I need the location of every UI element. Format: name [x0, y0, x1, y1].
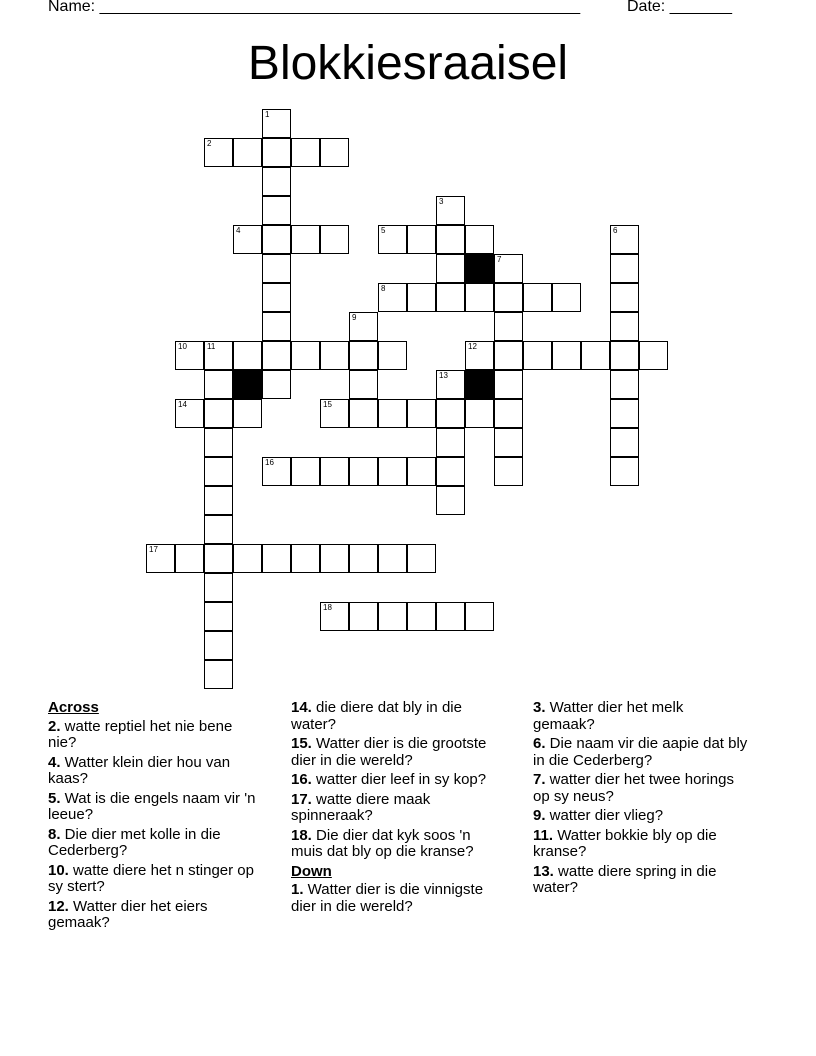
clue-number-label: 14.	[291, 699, 312, 716]
grid-cell[interactable]	[610, 225, 639, 254]
clue-column-2	[291, 700, 506, 918]
grid-cell[interactable]	[204, 602, 233, 631]
grid-cell[interactable]	[349, 341, 378, 370]
grid-cell[interactable]	[552, 283, 581, 312]
clue-text: Watter bokkie bly op die kranse?	[533, 826, 717, 860]
grid-cell[interactable]	[320, 544, 349, 573]
across-clue	[48, 899, 263, 932]
grid-cell[interactable]	[233, 225, 262, 254]
grid-cell[interactable]	[291, 457, 320, 486]
grid-cell[interactable]	[291, 544, 320, 573]
down-clue	[533, 828, 748, 861]
grid-cell[interactable]	[175, 341, 204, 370]
grid-cell[interactable]	[436, 486, 465, 515]
clue-number: 3	[439, 197, 444, 206]
grid-cell[interactable]	[639, 341, 668, 370]
clue-text: Watter klein dier hou van kaas?	[48, 753, 231, 787]
grid-cell[interactable]	[378, 225, 407, 254]
clue-text: Watter dier is die grootste dier in die wereld?	[291, 735, 487, 769]
down-clue	[533, 772, 748, 805]
clue-number: 17	[149, 545, 158, 554]
grid-cell[interactable]	[378, 457, 407, 486]
name-field-label[interactable]: Name: ______________________________________________________	[48, 0, 581, 15]
clue-number-label: 16.	[291, 771, 312, 788]
grid-cell[interactable]	[494, 283, 523, 312]
grid-cell[interactable]	[262, 341, 291, 370]
grid-cell[interactable]	[262, 196, 291, 225]
clue-number-label: 4.	[48, 753, 61, 771]
clue-text: watter dier leef in sy kop?	[311, 771, 487, 788]
grid-cell[interactable]	[291, 341, 320, 370]
grid-cell[interactable]	[523, 341, 552, 370]
grid-cell[interactable]	[262, 283, 291, 312]
grid-cell[interactable]	[233, 544, 262, 573]
clue-text: Die dier met kolle in die Cederberg?	[48, 825, 221, 859]
grid-cell[interactable]	[262, 457, 291, 486]
grid-cell[interactable]	[320, 602, 349, 631]
across-clue	[291, 792, 506, 825]
grid-cell[interactable]	[610, 370, 639, 399]
grid-cell[interactable]	[407, 283, 436, 312]
grid-cell[interactable]	[610, 457, 639, 486]
across-clue	[48, 755, 263, 788]
grid-cell[interactable]	[175, 399, 204, 428]
grid-cell[interactable]	[204, 544, 233, 573]
clue-column-1	[48, 700, 263, 935]
grid-cell[interactable]	[610, 399, 639, 428]
across-clue	[291, 700, 506, 733]
clue-number: 11	[207, 342, 216, 351]
grid-cell[interactable]	[175, 544, 204, 573]
grid-cell[interactable]	[204, 486, 233, 515]
grid-cell[interactable]	[204, 573, 233, 602]
clue-text: watte reptiel het nie bene nie?	[48, 717, 233, 751]
grid-cell[interactable]	[146, 544, 175, 573]
grid-cell[interactable]	[204, 631, 233, 660]
grid-cell[interactable]	[407, 602, 436, 631]
clue-number: 15	[323, 400, 332, 409]
grid-cell[interactable]	[262, 254, 291, 283]
down-clue	[533, 864, 748, 897]
grid-cell[interactable]	[378, 341, 407, 370]
grid-cell[interactable]	[349, 544, 378, 573]
clue-number-label: 18.	[291, 826, 312, 844]
grid-cell[interactable]	[552, 341, 581, 370]
across-clue	[48, 791, 263, 824]
clue-number-label: 6.	[533, 735, 546, 752]
grid-cell[interactable]	[320, 457, 349, 486]
clue-number-label: 8.	[48, 825, 61, 843]
clue-number: 13	[439, 371, 448, 380]
across-clue	[48, 863, 263, 896]
grid-cell[interactable]	[378, 399, 407, 428]
grid-cell[interactable]	[378, 544, 407, 573]
clue-number-label: 2.	[48, 717, 61, 735]
clue-number: 10	[178, 342, 187, 351]
grid-cell[interactable]	[262, 225, 291, 254]
grid-cell[interactable]	[204, 138, 233, 167]
grid-cell[interactable]	[349, 602, 378, 631]
grid-cell[interactable]	[204, 341, 233, 370]
grid-cell[interactable]	[436, 254, 465, 283]
clue-number-label: 3.	[533, 699, 546, 716]
grid-cell[interactable]	[407, 457, 436, 486]
grid-cell[interactable]	[494, 312, 523, 341]
grid-cell[interactable]	[465, 225, 494, 254]
grid-cell[interactable]	[262, 312, 291, 341]
grid-cell[interactable]	[204, 457, 233, 486]
clue-number: 9	[352, 313, 357, 322]
grid-cell[interactable]	[465, 399, 494, 428]
across-clue	[48, 719, 263, 752]
grid-cell[interactable]	[320, 399, 349, 428]
grid-cell[interactable]	[436, 370, 465, 399]
clue-text: Watter dier het eiers gemaak?	[48, 897, 208, 931]
black-cell	[233, 370, 262, 399]
black-cell	[465, 370, 494, 399]
clue-number: 16	[265, 458, 274, 467]
grid-cell[interactable]	[465, 602, 494, 631]
clue-number-label: 12.	[48, 897, 69, 915]
across-clue	[291, 828, 506, 861]
across-clue	[291, 772, 506, 789]
grid-cell[interactable]	[436, 602, 465, 631]
down-clue	[291, 882, 506, 915]
across-clue	[291, 736, 506, 769]
clue-text: watte diere spring in die water?	[533, 862, 717, 896]
down-clue	[533, 736, 748, 769]
clue-number: 12	[468, 342, 477, 351]
grid-cell[interactable]	[523, 283, 552, 312]
grid-cell[interactable]	[494, 399, 523, 428]
grid-cell[interactable]	[436, 196, 465, 225]
clue-number-label: 10.	[48, 861, 69, 879]
grid-cell[interactable]	[320, 225, 349, 254]
grid-cell[interactable]	[436, 457, 465, 486]
grid-cell[interactable]	[291, 138, 320, 167]
grid-cell[interactable]	[610, 341, 639, 370]
grid-cell[interactable]	[262, 370, 291, 399]
clue-number: 18	[323, 603, 332, 612]
grid-cell[interactable]	[407, 399, 436, 428]
grid-cell[interactable]	[494, 370, 523, 399]
grid-cell[interactable]	[204, 370, 233, 399]
grid-cell[interactable]	[465, 283, 494, 312]
grid-cell[interactable]	[494, 341, 523, 370]
clue-number-label: 15.	[291, 735, 312, 752]
grid-cell[interactable]	[407, 225, 436, 254]
clue-number-label: 13.	[533, 862, 554, 880]
clue-number-label: 1.	[291, 881, 304, 898]
clue-text: Die naam vir die aapie dat bly in die Cederberg?	[533, 735, 748, 769]
clue-number-label: 17.	[291, 790, 312, 808]
grid-cell[interactable]	[320, 341, 349, 370]
down-clue	[533, 808, 748, 825]
grid-cell[interactable]	[233, 138, 262, 167]
clue-number: 8	[381, 284, 386, 293]
puzzle-title: Blokkiesraaisel	[247, 37, 569, 90]
grid-cell[interactable]	[407, 544, 436, 573]
grid-cell[interactable]	[204, 515, 233, 544]
grid-cell[interactable]	[349, 370, 378, 399]
grid-cell[interactable]	[436, 225, 465, 254]
clue-number: 7	[497, 255, 502, 264]
date-field-label[interactable]: Date: _______	[627, 0, 732, 15]
grid-cell[interactable]	[349, 457, 378, 486]
grid-cell[interactable]	[262, 109, 291, 138]
clue-text: die diere dat bly in die water?	[291, 699, 462, 733]
clue-number: 6	[613, 226, 618, 235]
down-clue	[533, 700, 748, 733]
grid-cell[interactable]	[262, 167, 291, 196]
grid-cell[interactable]	[436, 428, 465, 457]
grid-cell[interactable]	[204, 660, 233, 689]
clue-text: watte diere maak spinneraak?	[291, 790, 431, 824]
grid-cell[interactable]	[320, 138, 349, 167]
grid-cell[interactable]	[349, 399, 378, 428]
clue-text: Watter dier is die vinnigste dier in die wereld?	[291, 881, 484, 915]
grid-cell[interactable]	[581, 341, 610, 370]
clue-number: 2	[207, 139, 212, 148]
grid-cell[interactable]	[262, 138, 291, 167]
grid-cell[interactable]	[494, 457, 523, 486]
across-heading: Across	[48, 699, 99, 716]
grid-cell[interactable]	[610, 312, 639, 341]
clue-number: 14	[178, 400, 187, 409]
across-clue	[48, 827, 263, 860]
clue-number-label: 9.	[533, 807, 546, 824]
clue-number-label: 5.	[48, 789, 61, 807]
down-heading: Down	[291, 862, 332, 880]
grid-cell[interactable]	[436, 283, 465, 312]
grid-cell[interactable]	[204, 399, 233, 428]
clue-number: 1	[265, 110, 270, 119]
clue-text: watter dier het twee horings op sy neus?	[533, 771, 734, 805]
grid-cell[interactable]	[378, 602, 407, 631]
grid-cell[interactable]	[233, 341, 262, 370]
clue-text: Die dier dat kyk soos 'n muis dat bly op die kranse?	[291, 826, 474, 860]
clue-number: 5	[381, 226, 386, 235]
clue-text: watte diere het n stinger op sy stert?	[48, 861, 254, 895]
grid-cell[interactable]	[610, 428, 639, 457]
grid-cell[interactable]	[233, 399, 262, 428]
grid-cell[interactable]	[378, 283, 407, 312]
grid-cell[interactable]	[610, 283, 639, 312]
black-cell	[465, 254, 494, 283]
clue-number-label: 11.	[533, 826, 554, 844]
grid-cell[interactable]	[610, 254, 639, 283]
clue-number: 4	[236, 226, 241, 235]
clue-text: watter dier vlieg?	[545, 807, 664, 824]
grid-cell[interactable]	[436, 399, 465, 428]
grid-cell[interactable]	[262, 544, 291, 573]
grid-cell[interactable]	[465, 341, 494, 370]
grid-cell[interactable]	[349, 312, 378, 341]
grid-cell[interactable]	[494, 254, 523, 283]
grid-cell[interactable]	[204, 428, 233, 457]
clue-text: Wat is die engels naam vir 'n leeue?	[48, 789, 256, 823]
grid-cell[interactable]	[494, 428, 523, 457]
clue-text: Watter dier het melk gemaak?	[533, 699, 684, 733]
grid-cell[interactable]	[291, 225, 320, 254]
clue-number-label: 7.	[533, 771, 546, 788]
clue-column-3	[533, 700, 748, 900]
